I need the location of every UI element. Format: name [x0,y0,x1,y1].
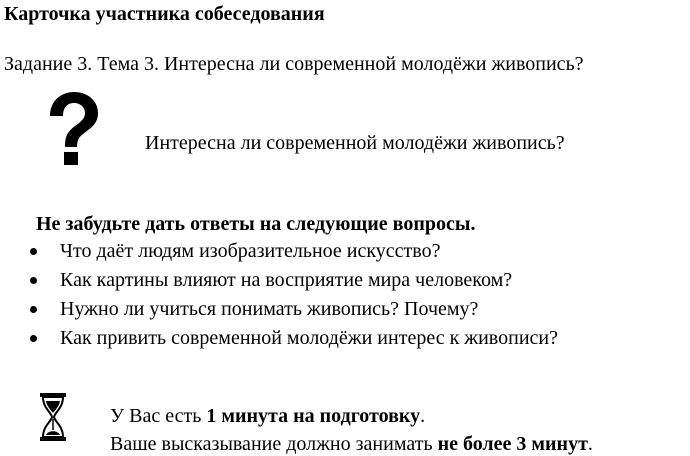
answer-time-suffix: . [587,433,593,455]
bullet-icon [30,306,37,313]
main-question: Интересна ли современной молодёжи живопись? [145,132,565,154]
prep-time-suffix: . [420,405,426,427]
answer-time-prefix: Ваше высказывание должно занимать [110,433,438,455]
prep-time-value: 1 минута на подготовку [206,405,421,427]
prep-time-text [110,404,425,428]
question-mark-icon [38,90,108,170]
hourglass-icon [38,392,68,442]
answer-time-value: не более 3 минут [437,433,588,455]
question-text: Как картины влияют на восприятие мира человеком? [60,269,513,291]
answer-time-text [110,432,593,456]
prep-time-prefix: У Вас есть [110,405,207,427]
card-title: Карточка участника собеседования [4,3,325,25]
question-text: Как привить современной молодёжи интерес к живописи? [60,327,558,349]
task-heading: Задание 3. Тема 3. Интересна ли современной молодёжи живопись? [4,53,584,75]
bullet-icon [30,335,37,342]
bullet-icon [30,248,37,255]
question-text: Нужно ли учиться понимать живопись? Почему? [60,298,479,320]
bullet-icon [30,277,37,284]
question-text: Что даёт людям изобразительное искусство? [60,240,441,262]
reminder-heading: Не забудьте дать ответы на следующие вопросы. [36,213,476,235]
